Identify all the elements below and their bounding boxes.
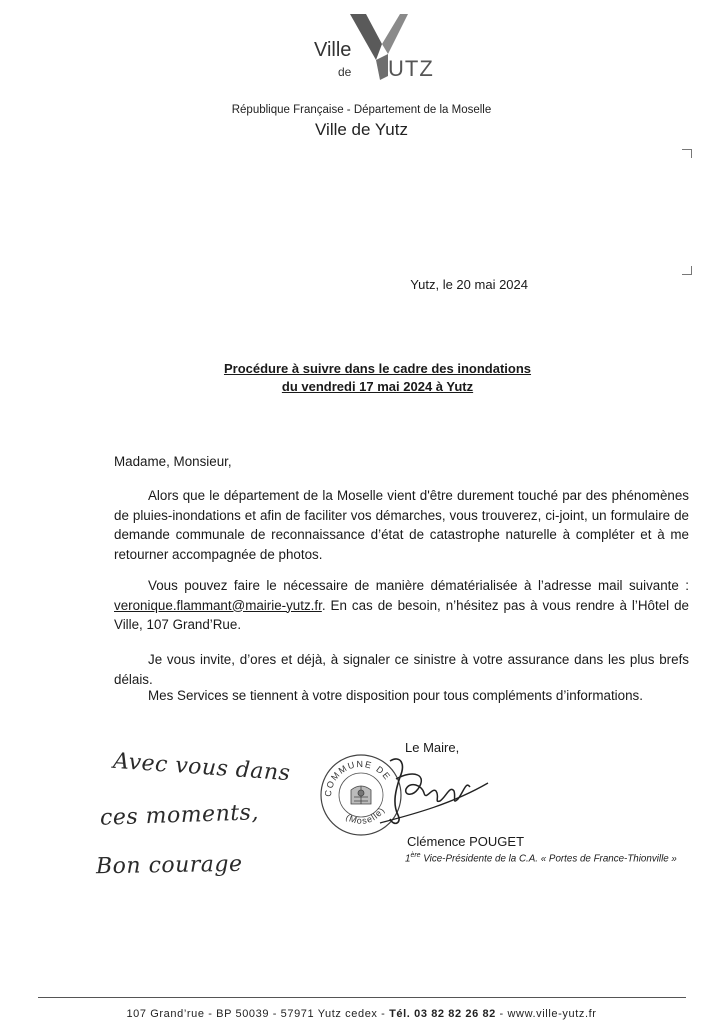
footer-divider (38, 997, 686, 998)
contact-email-link[interactable]: veronique.flammant@mairie-yutz.fr (114, 597, 322, 613)
handwritten-line-3: Bon courage (95, 851, 243, 880)
role-ordinal-suffix: ère (410, 852, 421, 859)
role-ordinal: 1 (405, 853, 411, 865)
seal-top-text: COMMUNE DE (322, 758, 393, 798)
logo-word-utz: UTZ (388, 56, 434, 81)
logo-y-right-stroke (382, 14, 408, 54)
mayor-signature (370, 745, 500, 835)
footer-phone: Tél. 03 82 82 26 82 (389, 1008, 496, 1020)
fold-mark-top (682, 149, 692, 158)
paragraph-4: Mes Services se tiennent à votre disposition pour tous compléments d’informations. (148, 688, 643, 703)
handwritten-line-1: Avec vous dans (112, 748, 292, 787)
signatory-name: Clémence POUGET (407, 834, 525, 849)
logo-y-stem (376, 54, 388, 80)
signatory-role (405, 852, 677, 864)
paragraph-1: Alors que le département de la Moselle vient d'être durement touché par des phénomènes de pluies-inondations et afin de faciliter vos démarches, vous trouverez, ci-joint, un formulaire de demande communale de reconnaissance d’état de catastrophe naturelle à compléter et à me retourner accompagnée de photos. (114, 488, 689, 562)
footer (0, 1008, 723, 1020)
seal-emblem-icon (351, 786, 371, 804)
paragraph-3: Je vous invite, d’ores et déjà, à signaler ce sinistre à votre assurance dans les plus brefs délais. (114, 652, 689, 687)
subject-line-1: Procédure à suivre dans le cadre des inondations (223, 361, 532, 376)
logo-word-de: de (338, 65, 352, 79)
handwritten-line-2: ces moments, (99, 800, 260, 831)
header-subtitle: République Française - Département de la Moselle (231, 104, 492, 116)
logo-y-left-stroke (350, 14, 382, 60)
paragraph-2-text-end: . En cas de besoin, n’hésitez pas à vous rendre à l’Hôtel de Ville, 107 Grand’Rue. (114, 597, 689, 632)
footer-website[interactable]: - www.ville-yutz.fr (495, 1008, 597, 1020)
logo-word-ville: Ville (314, 39, 352, 61)
subject-line-2: du vendredi 17 mai 2024 à Yutz (281, 379, 474, 394)
ville-de-yutz-logo (300, 10, 450, 90)
seal-bottom-text: (Moselle) (344, 805, 387, 826)
signature-title: Le Maire, (405, 740, 460, 755)
footer-address: 107 Grand’rue - BP 50039 - 57971 Yutz cedex - (126, 1008, 390, 1020)
logo-graphic (300, 10, 450, 90)
letter-date: Yutz, le 20 mai 2024 (410, 277, 528, 292)
signature-graphic (370, 745, 500, 835)
header-title: Ville de Yutz (315, 120, 408, 139)
paragraph-2-text-start: Vous pouvez faire le nécessaire de manière dématérialisée à l’adresse mail suivante : (148, 578, 689, 593)
fold-mark-bottom (682, 266, 692, 275)
paragraph-2 (114, 576, 689, 635)
role-description: Vice-Présidente de la C.A. « Portes de France-Thionville » (420, 853, 677, 865)
salutation: Madame, Monsieur, (114, 454, 232, 469)
